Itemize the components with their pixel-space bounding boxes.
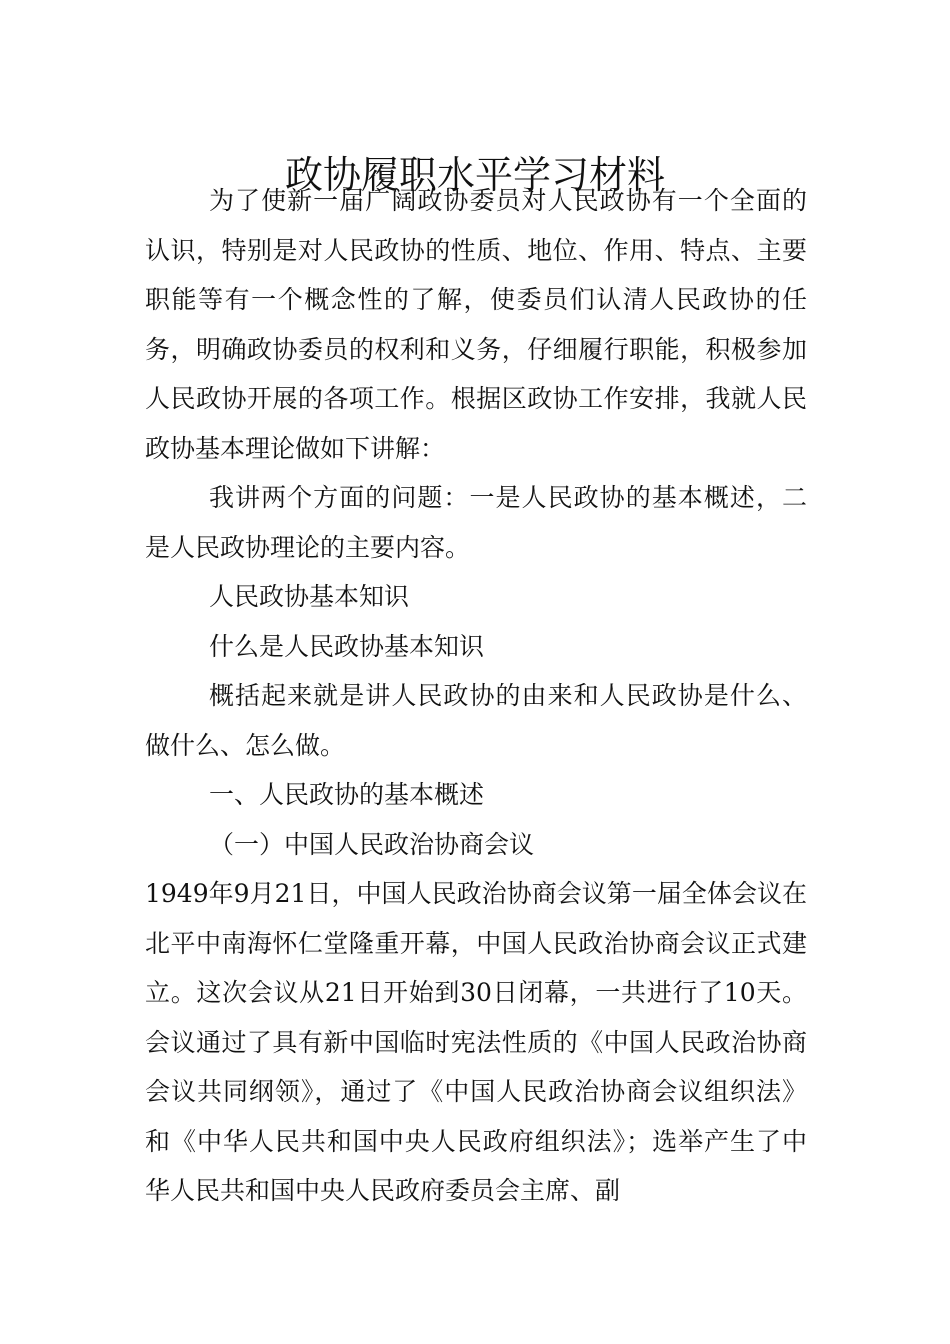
document-title: 政协履职水平学习材料 [284,153,665,198]
section-heading-overview: 一、人民政协的基本概述 [209,780,485,809]
document-body [145,176,807,1216]
subsection-heading-cppcc: （一）中国人民政治协商会议 [209,829,535,859]
heading-what-is-basic-knowledge: 什么是人民政协基本知识 [209,631,485,661]
paragraph-summary: 概括起来就是讲人民政协的由来和人民政协是什么、做什么、怎么做。 [145,681,807,760]
heading-basic-knowledge: 人民政协基本知识 [209,582,410,611]
paragraph-intro: 为了使新一届广阔政协委员对人民政协有一个全面的认识，特别是对人民政协的性质、地位、作用、特点、主要职能等有一个概念性的了解，使委员们认清人民政协的任务，明确政协委员的权利和义务，仔细履行职能，积极参加人民政协开展的各项工作。根据区政协工作安排，我就人民政协基本理论做如下讲解： [145,186,807,463]
paragraph-history: 1949年9月21日，中国人民政治协商会议第一届全体会议在北平中南海怀仁堂隆重开幕，中国人民政治协商会议正式建立。这次会议从21日开始到30日闭幕，一共进行了10天。会议通过了具有新中国临时宪法性质的《中国人民政治协商会议共同纲领》，通过了《中国人民政治协商会议组织法》和《中华人民共和国中央人民政府组织法》；选举产生了中华人民共和国中央人民政府委员会主席、副 [145,879,807,1205]
paragraph-two-aspects: 我讲两个方面的问题：一是人民政协的基本概述，二是人民政协理论的主要内容。 [145,483,807,562]
